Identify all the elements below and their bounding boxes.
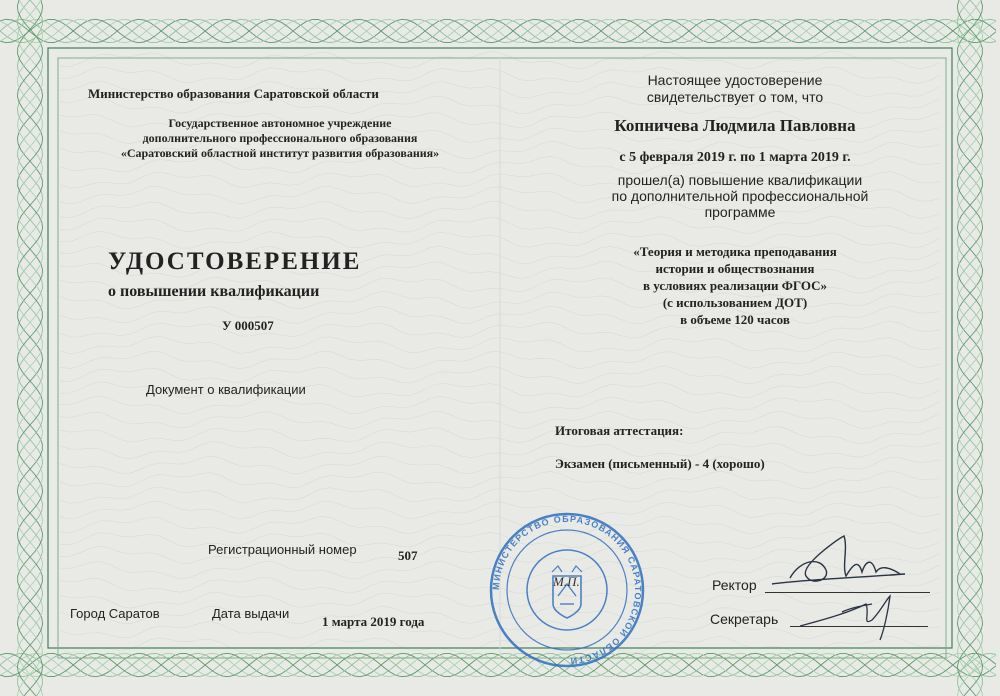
registration-label: Регистрационный номер	[208, 542, 357, 557]
rector-label: Ректор	[712, 577, 757, 593]
exam-result: Экзамен (письменный) - 4 (хорошо)	[555, 456, 765, 471]
document-type: Документ о квалификации	[146, 382, 306, 397]
statement-line: программе	[704, 204, 776, 220]
city: Город Саратов	[70, 606, 160, 621]
registration-number: 507	[398, 548, 418, 563]
recipient-name: Копничева Людмила Павловна	[614, 116, 856, 135]
training-period: с 5 февраля 2019 г. по 1 марта 2019 г.	[619, 150, 851, 165]
institution-line: Государственное автономное учреждение	[168, 116, 392, 130]
statement-line: прошел(а) повышение квалификации	[617, 172, 863, 188]
institution-line: «Саратовский областной институт развития образования»	[120, 146, 440, 160]
issue-date-label: Дата выдачи	[212, 606, 290, 621]
stamp-inner-ring	[507, 530, 627, 650]
issue-date: 1 марта 2019 года	[322, 614, 425, 629]
certificate-number: У 000507	[222, 318, 274, 333]
program-volume: в объеме 120 часов	[680, 312, 790, 327]
program-line: в условиях реализации ФГОС»	[642, 278, 828, 293]
intro-line: свидетельствует о том, что	[646, 89, 824, 105]
attestation-label: Итоговая аттестация:	[555, 423, 684, 438]
statement-line: по дополнительной профессиональной	[611, 188, 869, 204]
stamp-outer-text: МИНИСТЕРСТВО ОБРАЗОВАНИЯ САРАТОВСКОЙ ОБЛАСТИ	[490, 513, 644, 667]
institution-line: дополнительного профессионального образования	[142, 131, 418, 145]
secretary-label: Секретарь	[710, 611, 779, 627]
document-title: УДОСТОВЕРЕНИЕ	[108, 248, 362, 275]
stamp-placeholder: М.П.	[553, 574, 580, 589]
program-line: «Теория и методика преподавания	[633, 244, 837, 259]
program-line: (с использованием ДОТ)	[662, 295, 808, 310]
program-line: истории и обществознания	[655, 261, 815, 276]
intro-line: Настоящее удостоверение	[647, 72, 823, 88]
ministry-name: Министерство образования Саратовской области	[88, 86, 379, 101]
document-subtitle: о повышении квалификации	[108, 283, 320, 300]
